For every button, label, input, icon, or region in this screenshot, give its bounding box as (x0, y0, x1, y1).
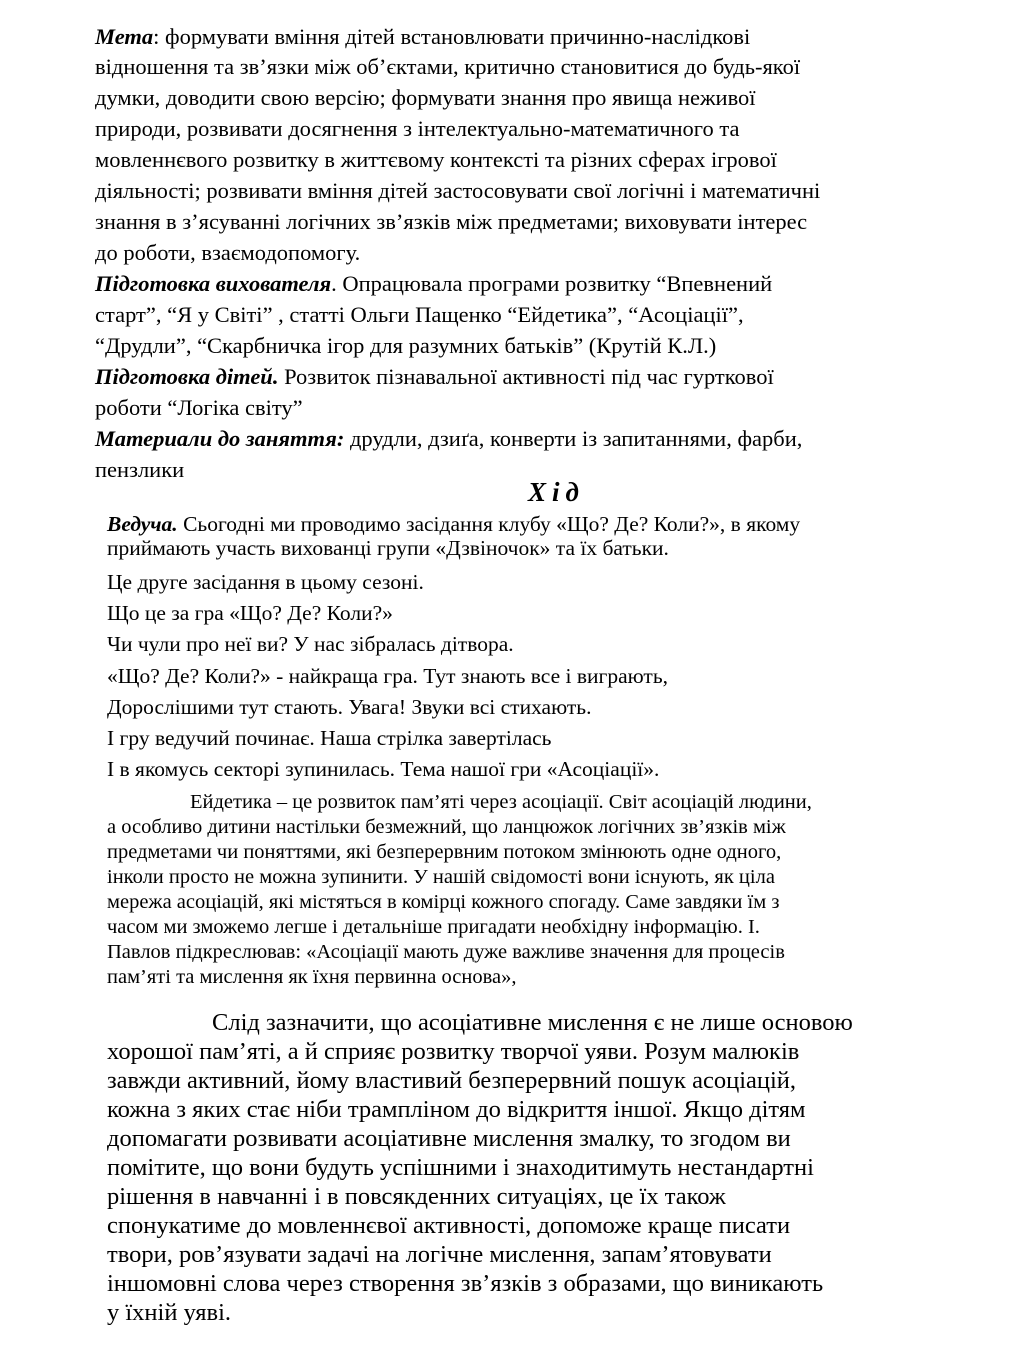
conclusion-line-5: допомагати розвивати асоціативне мислення змалку, то згодом ви (107, 1125, 791, 1152)
host-line-1 (107, 512, 800, 537)
conclusion-line-3: завжди активний, йому властивий безперервний пошук асоціацій, (107, 1067, 797, 1094)
goal-line-7: знання в з’ясуванні логічних зв’язків між предметами; виховувати інтерес (95, 209, 808, 234)
eidetics-line-7: Павлов підкреслював: «Асоціації мають дуже важливе значення для процесів (107, 941, 785, 963)
conclusion-line-7: рішення в навчанні і в повсякденних ситуаціях, це їх також (107, 1183, 726, 1210)
eidetics-line-4: інколи просто не можна зупинити. У нашій свідомості вони існують, як ціла (107, 866, 775, 888)
goal-line-5: мовленнєвого розвитку в життєвому контексті та різних сферах ігрової (95, 147, 777, 172)
conclusion-line-10: іншомовні слова через створення зв’язків з образами, що виникають (107, 1270, 824, 1297)
conclusion-line-6: помітите, що вони будуть успішними і знаходитимуть нестандартні (107, 1154, 814, 1181)
conclusion-line-2: хорошої пам’яті, а й сприяє розвитку творчої уяви. Розум малюків (107, 1038, 800, 1065)
conclusion-line-9: твори, ров’язувати задачі на логічне мислення, запам’ятовувати (107, 1241, 772, 1268)
goal-line-2: відношення та зв’язки між об’єктами, критично становитися до будь-якої (95, 54, 801, 79)
poem-line-4: «Що? Де? Коли?» - найкраща гра. Тут знають все і виграють, (107, 664, 668, 688)
teacher-line-1 (95, 271, 772, 297)
section-title: Хід (528, 477, 585, 507)
eidetics-line-3: предметами чи поняттями, які безперервним потоком змінюють одне одного, (107, 841, 782, 863)
goal-line-3: думки, доводити свою версію; формувати знання про явища неживої (95, 85, 756, 110)
conclusion-line-1: Слід зазначити, що асоціативне мислення є не лише основою (212, 1009, 853, 1036)
materials-line-1 (95, 426, 802, 452)
goal-line-4: природи, розвивати досягнення з інтелектуально-математичного та (95, 116, 740, 141)
goal-line-1 (95, 24, 750, 50)
teacher-text: . Опрацювала програми розвитку “Впевнений (331, 271, 773, 296)
poem-line-1: Це друге засідання в цьому сезоні. (107, 570, 424, 594)
poem-line-3: Чи чули про неї ви? У нас зібралась дітвора. (107, 632, 514, 656)
teacher-line-2: старт”, “Я у Світі” , статті Ольги Пащенко “Ейдетика”, “Асоціації”, (95, 302, 744, 327)
materials-label: Материали до заняття: (95, 426, 345, 451)
goal-line-8: до роботи, взаємодопомогу. (95, 240, 361, 265)
poem-line-7: І в якомусь секторі зупинилась. Тема нашої гри «Асоціації». (107, 757, 660, 781)
host-line-2: приймають участь вихованці групи «Дзвіночок» та їх батьки. (107, 536, 669, 560)
host-label: Ведуча. (107, 512, 178, 536)
teacher-line-3: “Друдли”, “Скарбничка ігор для разумних батьків” (Крутій К.Л.) (95, 333, 717, 358)
conclusion-line-8: спонукатиме до мовленнєвої активності, допоможе краще писати (107, 1212, 791, 1239)
poem-line-5: Дорослішими тут стають. Увага! Звуки всі стихають. (107, 695, 592, 719)
materials-text: друдли, дзиґа, конверти із запитаннями, фарби, (344, 426, 803, 451)
eidetics-line-8: пам’яті та мислення як їхня первинна основа», (107, 966, 517, 988)
poem-line-2: Що це за гра «Що? Де? Коли?» (107, 601, 393, 625)
children-text: Розвиток пізнавальної активності під час гурткової (278, 364, 774, 389)
eidetics-line-1: Ейдетика – це розвиток пам’яті через асоціації. Світ асоціацій людини, (190, 791, 812, 813)
conclusion-line-4: кожна з яких стає ніби трампліном до відкриття іншої. Якщо дітям (107, 1096, 806, 1123)
eidetics-line-2: а особливо дитини настільки безмежний, що ланцюжок логічних зв’язків між (107, 816, 786, 838)
children-label: Підготовка дітей. (95, 364, 279, 389)
host-text: Сьогодні ми проводимо засідання клубу «Що? Де? Коли?», в якому (177, 512, 801, 536)
goal-line-6: діяльності; розвивати вміння дітей застосовувати свої логічні і математичні (95, 178, 821, 203)
materials-line-2: пензлики (95, 457, 185, 482)
conclusion-line-11: у їхній уяві. (107, 1299, 231, 1326)
eidetics-line-5: мережа асоціацій, які містяться в комірці кожного спогаду. Саме завдяки їм з (107, 891, 780, 913)
children-line-1 (95, 364, 774, 390)
goal-text: : формувати вміння дітей встановлювати причинно-наслідкові (153, 24, 751, 49)
goal-label: Мета (95, 24, 154, 49)
poem-line-6: І гру ведучий починає. Наша стрілка завертілась (107, 726, 552, 750)
eidetics-line-6: часом ми зможемо легше і детальніше пригадати необхідну інформацію. І. (107, 916, 760, 938)
children-line-2: роботи “Логіка світу” (95, 395, 303, 420)
teacher-label: Підготовка вихователя (95, 271, 332, 296)
